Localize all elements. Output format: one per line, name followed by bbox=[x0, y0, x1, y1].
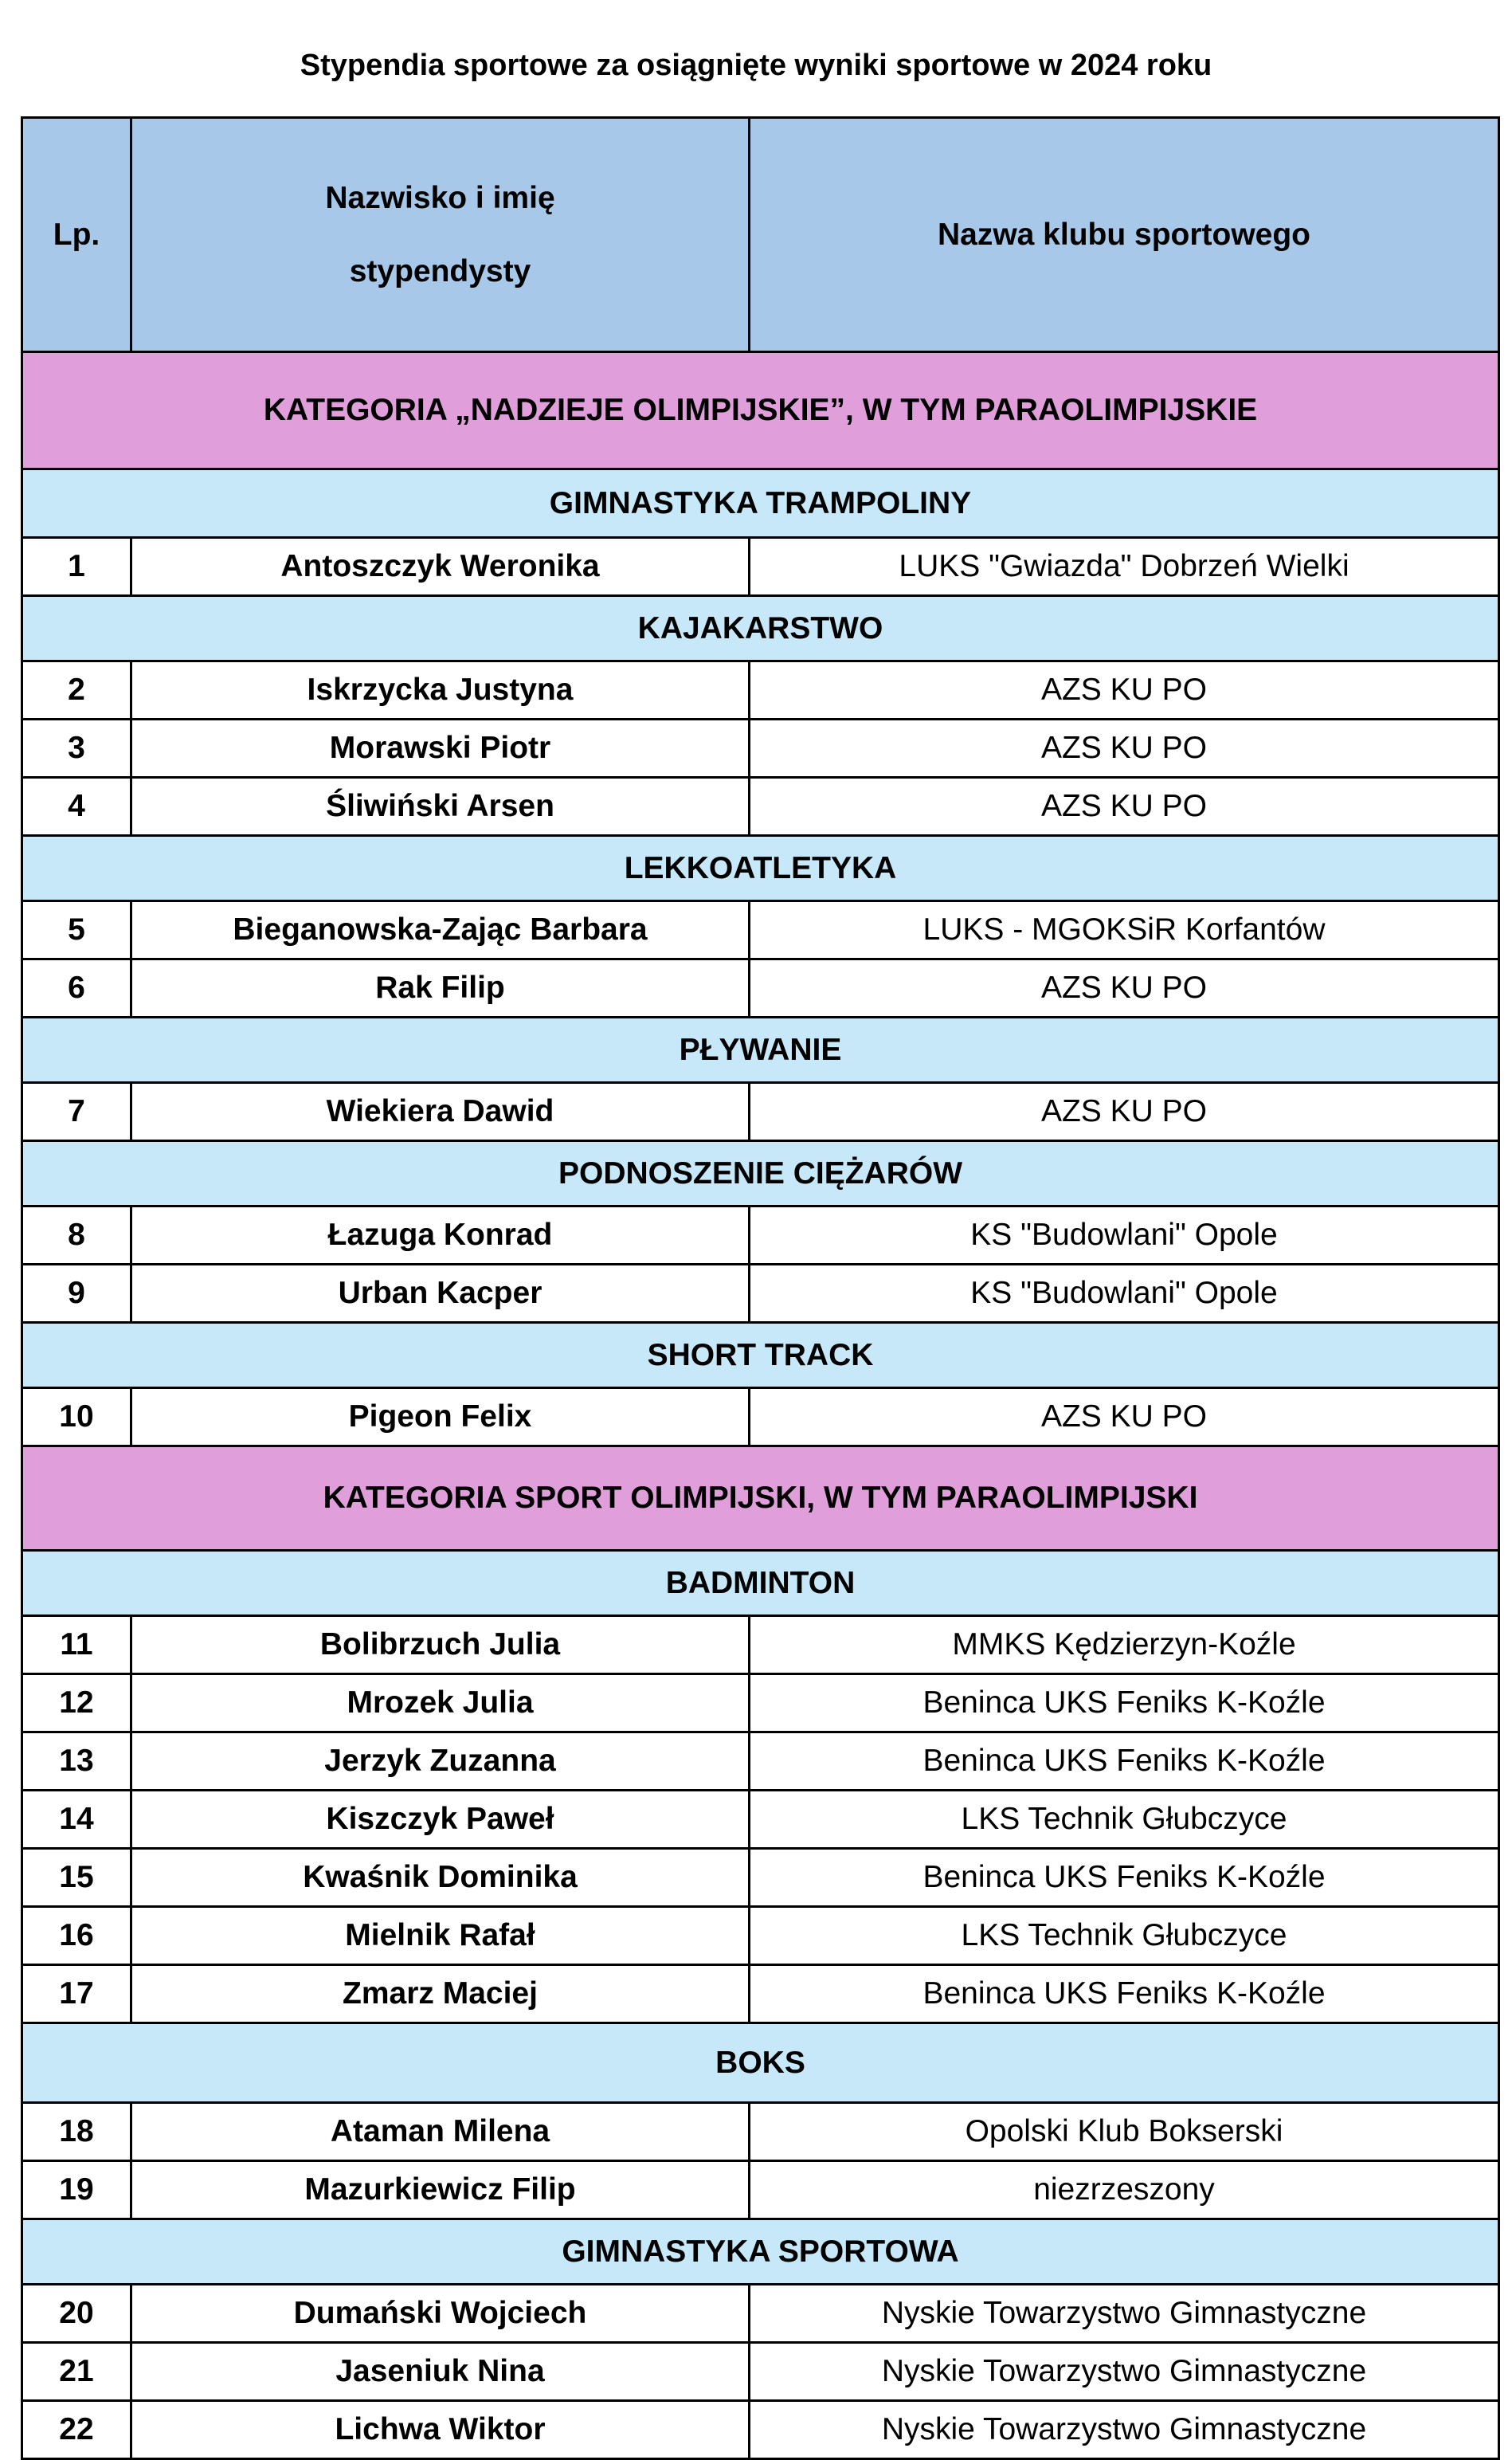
discipline-title: LEKKOATLETYKA bbox=[22, 836, 1499, 901]
category-row bbox=[22, 352, 1499, 469]
row-name: Mielnik Rafał bbox=[131, 1907, 750, 1965]
row-lp: 15 bbox=[22, 1849, 131, 1907]
row-lp: 5 bbox=[22, 901, 131, 959]
discipline-row bbox=[22, 1551, 1499, 1616]
row-lp: 19 bbox=[22, 2161, 131, 2219]
discipline-title: BOKS bbox=[22, 2023, 1499, 2103]
row-name: Mazurkiewicz Filip bbox=[131, 2161, 750, 2219]
row-lp: 14 bbox=[22, 1791, 131, 1849]
row-club: Beninca UKS Feniks K-Koźle bbox=[750, 1732, 1499, 1791]
table-body bbox=[22, 352, 1499, 2459]
header-club: Nazwa klubu sportowego bbox=[750, 118, 1499, 352]
row-club: Nyskie Towarzystwo Gimnastyczne bbox=[750, 2285, 1499, 2343]
row-club: AZS KU PO bbox=[750, 959, 1499, 1018]
row-club: AZS KU PO bbox=[750, 778, 1499, 836]
row-lp: 9 bbox=[22, 1265, 131, 1323]
row-club: KS "Budowlani" Opole bbox=[750, 1206, 1499, 1265]
table-row bbox=[22, 2161, 1499, 2219]
row-lp: 17 bbox=[22, 1965, 131, 2023]
row-club: Beninca UKS Feniks K-Koźle bbox=[750, 1965, 1499, 2023]
row-name: Urban Kacper bbox=[131, 1265, 750, 1323]
table-row bbox=[22, 901, 1499, 959]
row-name: Kiszczyk Paweł bbox=[131, 1791, 750, 1849]
row-club: Nyskie Towarzystwo Gimnastyczne bbox=[750, 2401, 1499, 2459]
row-name: Jerzyk Zuzanna bbox=[131, 1732, 750, 1791]
discipline-title: KAJAKARSTWO bbox=[22, 596, 1499, 661]
row-club: AZS KU PO bbox=[750, 1083, 1499, 1141]
row-name: Zmarz Maciej bbox=[131, 1965, 750, 2023]
header-name bbox=[131, 118, 750, 352]
table-row bbox=[22, 661, 1499, 720]
row-lp: 18 bbox=[22, 2103, 131, 2161]
table-row bbox=[22, 959, 1499, 1018]
category-title: KATEGORIA „NADZIEJE OLIMPIJSKIE”, W TYM PARAOLIMPIJSKIE bbox=[22, 352, 1499, 469]
row-name: Lichwa Wiktor bbox=[131, 2401, 750, 2459]
table-row bbox=[22, 1907, 1499, 1965]
table-row bbox=[22, 2401, 1499, 2459]
header-name-line2: stypendysty bbox=[349, 253, 531, 288]
discipline-row bbox=[22, 2023, 1499, 2103]
row-lp: 2 bbox=[22, 661, 131, 720]
table-header-row bbox=[22, 118, 1499, 352]
row-club: Beninca UKS Feniks K-Koźle bbox=[750, 1674, 1499, 1732]
row-name: Ataman Milena bbox=[131, 2103, 750, 2161]
row-name: Antoszczyk Weronika bbox=[131, 538, 750, 596]
row-lp: 10 bbox=[22, 1388, 131, 1446]
row-club: Beninca UKS Feniks K-Koźle bbox=[750, 1849, 1499, 1907]
table-row bbox=[22, 1388, 1499, 1446]
table-row bbox=[22, 1674, 1499, 1732]
row-club: MMKS Kędzierzyn-Koźle bbox=[750, 1616, 1499, 1674]
row-club: LKS Technik Głubczyce bbox=[750, 1907, 1499, 1965]
row-club: KS "Budowlani" Opole bbox=[750, 1265, 1499, 1323]
discipline-row bbox=[22, 596, 1499, 661]
header-lp: Lp. bbox=[22, 118, 131, 352]
discipline-row bbox=[22, 836, 1499, 901]
discipline-title: PODNOSZENIE CIĘŻARÓW bbox=[22, 1141, 1499, 1206]
row-club: LKS Technik Głubczyce bbox=[750, 1791, 1499, 1849]
scholarship-table bbox=[21, 116, 1500, 2460]
row-name: Rak Filip bbox=[131, 959, 750, 1018]
table-row bbox=[22, 720, 1499, 778]
discipline-title: GIMNASTYKA SPORTOWA bbox=[22, 2219, 1499, 2285]
row-club: LUKS "Gwiazda" Dobrzeń Wielki bbox=[750, 538, 1499, 596]
discipline-row bbox=[22, 1323, 1499, 1388]
category-row bbox=[22, 1446, 1499, 1551]
table-row bbox=[22, 1965, 1499, 2023]
table-row bbox=[22, 1083, 1499, 1141]
row-lp: 13 bbox=[22, 1732, 131, 1791]
table-row bbox=[22, 1616, 1499, 1674]
row-lp: 7 bbox=[22, 1083, 131, 1141]
row-lp: 8 bbox=[22, 1206, 131, 1265]
row-name: Dumański Wojciech bbox=[131, 2285, 750, 2343]
row-name: Śliwiński Arsen bbox=[131, 778, 750, 836]
table-row bbox=[22, 2285, 1499, 2343]
document-title: Stypendia sportowe za osiągnięte wyniki sportowe w 2024 roku bbox=[300, 49, 1212, 82]
row-club: niezrzeszony bbox=[750, 2161, 1499, 2219]
row-name: Jaseniuk Nina bbox=[131, 2343, 750, 2401]
row-lp: 12 bbox=[22, 1674, 131, 1732]
row-club: Nyskie Towarzystwo Gimnastyczne bbox=[750, 2343, 1499, 2401]
table-row bbox=[22, 2103, 1499, 2161]
header-name-line1: Nazwisko i imię bbox=[325, 180, 555, 215]
table-row bbox=[22, 1206, 1499, 1265]
row-lp: 20 bbox=[22, 2285, 131, 2343]
discipline-row bbox=[22, 1018, 1499, 1083]
row-name: Pigeon Felix bbox=[131, 1388, 750, 1446]
row-club: LUKS - MGOKSiR Korfantów bbox=[750, 901, 1499, 959]
discipline-row bbox=[22, 469, 1499, 538]
row-club: AZS KU PO bbox=[750, 1388, 1499, 1446]
row-lp: 1 bbox=[22, 538, 131, 596]
row-lp: 21 bbox=[22, 2343, 131, 2401]
table-row bbox=[22, 538, 1499, 596]
row-name: Iskrzycka Justyna bbox=[131, 661, 750, 720]
discipline-title: PŁYWANIE bbox=[22, 1018, 1499, 1083]
table-row bbox=[22, 778, 1499, 836]
row-club: AZS KU PO bbox=[750, 720, 1499, 778]
row-name: Łazuga Konrad bbox=[131, 1206, 750, 1265]
row-name: Bolibrzuch Julia bbox=[131, 1616, 750, 1674]
row-lp: 6 bbox=[22, 959, 131, 1018]
row-name: Bieganowska-Zając Barbara bbox=[131, 901, 750, 959]
row-lp: 3 bbox=[22, 720, 131, 778]
discipline-title: SHORT TRACK bbox=[22, 1323, 1499, 1388]
row-name: Wiekiera Dawid bbox=[131, 1083, 750, 1141]
table-row bbox=[22, 1732, 1499, 1791]
table-row bbox=[22, 1791, 1499, 1849]
row-club: Opolski Klub Bokserski bbox=[750, 2103, 1499, 2161]
row-name: Kwaśnik Dominika bbox=[131, 1849, 750, 1907]
row-name: Mrozek Julia bbox=[131, 1674, 750, 1732]
row-lp: 11 bbox=[22, 1616, 131, 1674]
discipline-row bbox=[22, 2219, 1499, 2285]
discipline-title: GIMNASTYKA TRAMPOLINY bbox=[22, 469, 1499, 538]
discipline-row bbox=[22, 1141, 1499, 1206]
row-lp: 16 bbox=[22, 1907, 131, 1965]
table-row bbox=[22, 1265, 1499, 1323]
row-name: Morawski Piotr bbox=[131, 720, 750, 778]
row-lp: 4 bbox=[22, 778, 131, 836]
category-title: KATEGORIA SPORT OLIMPIJSKI, W TYM PARAOLIMPIJSKI bbox=[22, 1446, 1499, 1551]
row-lp: 22 bbox=[22, 2401, 131, 2459]
table-row bbox=[22, 1849, 1499, 1907]
row-club: AZS KU PO bbox=[750, 661, 1499, 720]
discipline-title: BADMINTON bbox=[22, 1551, 1499, 1616]
table-row bbox=[22, 2343, 1499, 2401]
